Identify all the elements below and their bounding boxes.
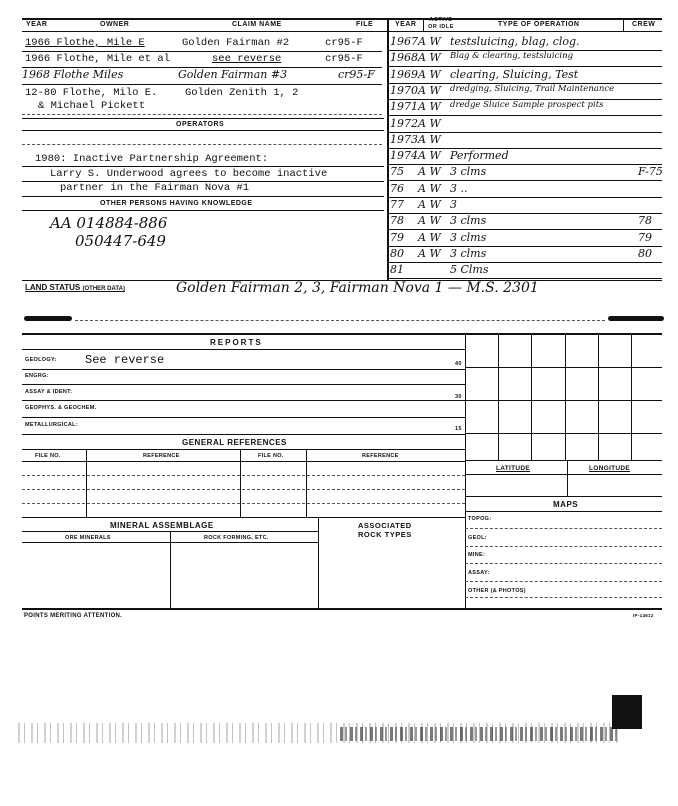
activity-row	[390, 68, 664, 84]
owner-row-5	[38, 100, 145, 112]
activity-year: 77	[390, 198, 404, 211]
activity-row	[390, 133, 664, 149]
activity-operation: 3 clms	[450, 214, 487, 228]
metallurgical-label: METALLURGICAL:	[25, 422, 78, 428]
activity-status: A W	[418, 230, 441, 244]
geophys-label: GEOPHYS. & GEOCHEM.	[25, 405, 97, 411]
activity-crew: 79	[638, 230, 652, 244]
header-crew: CREW	[632, 21, 656, 28]
agreement-line-2: Larry S. Underwood agrees to become inactive	[50, 168, 328, 180]
reference-header-2: REFERENCE	[362, 453, 399, 459]
activity-operation: Performed	[450, 149, 509, 163]
activity-row	[390, 182, 664, 198]
grid-hline	[465, 433, 662, 434]
geology-label: GEOLOGY:	[25, 357, 57, 363]
assay-map-label: ASSAY:	[468, 570, 490, 576]
activity-status: A W	[418, 116, 441, 130]
header-year: YEAR	[26, 21, 48, 28]
activity-status: A W	[418, 83, 441, 97]
land-status-label	[25, 283, 125, 292]
scan-black-block	[612, 695, 642, 729]
report-number-15: 15	[455, 426, 462, 432]
activity-row	[390, 231, 664, 247]
claim-name: Golden Zenith 1, 2	[185, 87, 299, 99]
activity-operation: 3 ..	[450, 181, 468, 195]
reference-header: REFERENCE	[143, 453, 180, 459]
engrg-label: ENGRG:	[25, 373, 49, 379]
activity-operation: testsluicing, blag, clog.	[450, 35, 580, 48]
geology-value: See reverse	[85, 353, 165, 367]
report-number-30: 30	[455, 394, 462, 400]
points-meriting-label: POINTS MERITING ATTENTION.	[24, 613, 123, 619]
activity-year: 1970	[390, 83, 418, 97]
activity-year: 76	[390, 181, 404, 195]
activity-year: 1973	[390, 132, 418, 146]
activity-crew: 80	[638, 246, 652, 260]
activity-year: 81	[390, 263, 404, 277]
activity-year: 1972	[390, 116, 418, 130]
owner-row-2	[25, 53, 385, 65]
activity-year: 1974	[390, 149, 418, 163]
header-operation: TYPE OF OPERATION	[498, 21, 580, 28]
activity-operation: 3 clms	[450, 246, 487, 260]
activity-row	[390, 51, 664, 67]
scan-noise-dark	[340, 727, 620, 741]
activity-operation: 3 clms	[450, 230, 487, 244]
longitude-label: LONGITUDE	[589, 465, 630, 472]
activity-row	[390, 117, 664, 133]
activity-year: 78	[390, 214, 404, 228]
agreement-line-3: partner in the Fairman Nova #1	[60, 182, 250, 194]
grid-vline	[531, 335, 532, 460]
activity-operation: dredge Sluice Sample prospect pits	[450, 100, 604, 111]
activity-year: 1967	[390, 35, 418, 48]
activity-status: A W	[418, 165, 441, 179]
aa-number-1: AA 014884-886	[50, 214, 168, 232]
owner-name: 1968 Flothe Miles	[22, 68, 124, 81]
claim-name: Golden Fairman #2	[182, 37, 290, 49]
reports-title: REPORTS	[210, 338, 263, 347]
maps-title: MAPS	[553, 500, 579, 509]
owner-row-3	[22, 68, 384, 81]
activity-row	[390, 214, 664, 230]
activity-crew: F-75	[638, 165, 663, 179]
activity-year: 79	[390, 230, 404, 244]
activity-year: 80	[390, 246, 404, 260]
aa-number-2: 050447-649	[75, 232, 166, 250]
other-persons-label: OTHER PERSONS HAVING KNOWLEDGE	[100, 200, 253, 207]
latitude-label: LATITUDE	[496, 465, 531, 472]
grid-hline	[465, 400, 662, 401]
activity-row	[390, 35, 664, 51]
grid-vline	[598, 335, 599, 460]
activity-status: A W	[418, 35, 441, 48]
file-no-header-2: FILE NO.	[258, 453, 284, 459]
activity-status: A W	[418, 246, 441, 260]
assay-label: ASSAY & IDENT:	[25, 389, 73, 395]
activity-status: A W	[418, 67, 441, 81]
header-year2: YEAR	[395, 21, 417, 28]
owner-name: 1966 Flothe, Mile et al	[25, 53, 170, 65]
land-status-value: Golden Fairman 2, 3, Fairman Nova 1 — M.S. 2301	[176, 280, 539, 296]
activity-operation: 3 clms	[450, 165, 487, 179]
activity-row	[390, 165, 664, 181]
activity-status: A W	[418, 100, 441, 114]
activity-year: 1969	[390, 67, 418, 81]
activity-operation: 3	[450, 198, 457, 211]
activity-operation: clearing, Sluicing, Test	[450, 67, 579, 81]
header-active-idle: ACTIVE OR IDLE	[428, 17, 454, 30]
activity-crew: 78	[638, 214, 652, 228]
activity-operation: Blag & clearing, testsluicing	[450, 51, 574, 62]
topog-label: TOPOG:	[468, 516, 492, 522]
activity-operation: 5 Clms	[450, 263, 489, 277]
activity-status: A W	[418, 51, 441, 65]
owner-name: 12-80 Flothe, Milo E.	[25, 87, 158, 99]
grid-hline	[465, 367, 662, 368]
rock-types-label: ROCK TYPES	[358, 530, 412, 539]
activity-row	[390, 198, 664, 214]
ore-minerals-header: ORE MINERALS	[65, 535, 111, 541]
land-status-other: (OTHER DATA)	[82, 286, 125, 292]
header-owner: OWNER	[100, 21, 130, 28]
file-no: cr95-F	[325, 53, 363, 65]
grid-vline	[565, 335, 566, 460]
activity-year: 1971	[390, 100, 418, 114]
land-status-text: LAND STATUS	[25, 283, 81, 292]
file-no: cr95-F	[325, 37, 363, 49]
activity-row	[390, 84, 664, 100]
form-number: IP-14612	[633, 613, 654, 618]
activity-row	[390, 100, 664, 116]
activity-status: A W	[418, 181, 441, 195]
scan-mark-left	[24, 316, 72, 321]
mineral-title: MINERAL ASSEMBLAGE	[110, 521, 214, 530]
mine-label: MINE:	[468, 552, 486, 558]
owner-name: 1966 Flothe, Mile E	[25, 37, 145, 49]
owner-name: & Michael Pickett	[38, 100, 146, 112]
activity-row	[390, 247, 664, 263]
claim-name: see reverse	[212, 53, 282, 65]
owner-row-1	[25, 37, 385, 49]
grid-vline	[631, 335, 632, 460]
activity-status: A W	[418, 132, 441, 146]
activity-operation: dredging, Sluicing, Trail Maintenance	[450, 83, 615, 94]
geol-label: GEOL:	[468, 535, 487, 541]
general-refs-title: GENERAL REFERENCES	[182, 438, 287, 447]
activity-year: 1968	[390, 51, 418, 65]
scan-mark-right	[608, 316, 664, 321]
header-file: FILE	[356, 21, 374, 28]
associated-label: ASSOCIATED	[358, 521, 412, 530]
file-no: cr95-F	[338, 68, 375, 81]
claim-name: Golden Fairman #3	[178, 68, 288, 81]
agreement-line-1: 1980: Inactive Partnership Agreement:	[35, 153, 269, 165]
report-number-40: 40	[455, 361, 462, 367]
owner-row-4	[25, 87, 385, 99]
activity-status: A W	[418, 198, 441, 211]
activity-row	[390, 263, 664, 279]
grid-vline	[498, 335, 499, 460]
activity-row	[390, 149, 664, 165]
header-claim-name: CLAIM NAME	[232, 21, 282, 28]
rock-forming-header: ROCK FORMING, ETC.	[204, 535, 269, 541]
file-no-header: FILE NO.	[35, 453, 61, 459]
operators-label: OPERATORS	[176, 121, 225, 128]
other-photos-label: OTHER (& PHOTOS)	[468, 588, 526, 594]
activity-status: A W	[418, 149, 441, 163]
activity-status: A W	[418, 214, 441, 228]
activity-year: 75	[390, 165, 404, 179]
